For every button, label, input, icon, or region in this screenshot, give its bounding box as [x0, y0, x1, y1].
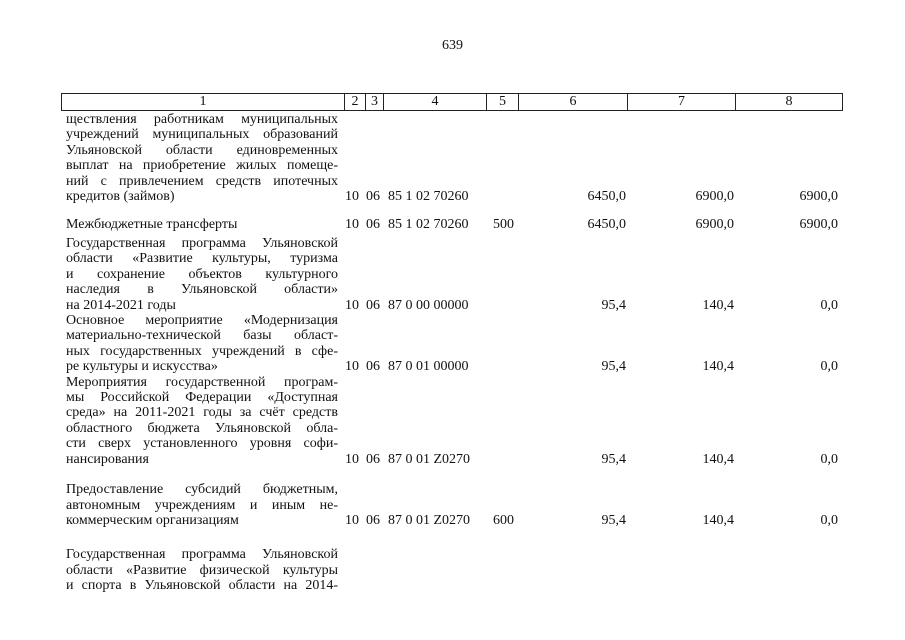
- description-line: Государственная программа Ульяновской: [66, 547, 338, 563]
- description-line: нансирования: [66, 451, 149, 467]
- description-line: Межбюджетные трансферты: [66, 216, 238, 232]
- description-line: ществления работникам муниципальных: [66, 112, 338, 127]
- row-description: [66, 313, 338, 375]
- cell-amount-2020: 140,4: [702, 451, 734, 467]
- header-col-4: 4: [384, 94, 487, 110]
- row-description: [66, 375, 338, 467]
- cell-expense-type: 600: [493, 513, 514, 529]
- description-line: коммерческим организациям: [66, 513, 239, 529]
- row-description: [66, 236, 338, 313]
- table-header: [61, 93, 843, 111]
- cell-amount-2020: 140,4: [702, 513, 734, 529]
- cell-amount-2021: 6900,0: [799, 216, 838, 232]
- cell-target-article: 85 1 02 70260: [388, 216, 469, 232]
- description-line: Предоставление субсидий бюджетным,: [66, 482, 338, 498]
- cell-amount-2020: 6900,0: [695, 216, 734, 232]
- description-line: материально-технической базы област-: [66, 328, 338, 344]
- cell-subsection: 06: [366, 189, 380, 204]
- cell-target-article: 87 0 01 Z0270: [388, 513, 471, 529]
- header-col-5: 5: [487, 94, 519, 110]
- description-line: наследия в Ульяновской области»: [66, 282, 338, 298]
- cell-amount-2021: 0,0: [820, 451, 838, 467]
- cell-target-article: 87 0 01 00000: [388, 359, 469, 375]
- description-line: автономным учреждениям и иным не-: [66, 497, 338, 513]
- description-line: области «Развитие физической культуры: [66, 562, 338, 578]
- cell-amount-2019: 6450,0: [587, 189, 626, 204]
- description-line: выплат на приобретение жилых помеще-: [66, 158, 338, 174]
- cell-expense-type: 500: [493, 216, 514, 232]
- row-description: [66, 482, 338, 528]
- cell-subsection: 06: [366, 216, 380, 232]
- cell-section: 10: [345, 297, 359, 313]
- cell-amount-2021: 6900,0: [799, 189, 838, 204]
- cell-amount-2020: 140,4: [702, 297, 734, 313]
- cell-subsection: 06: [366, 297, 380, 313]
- cell-amount-2020: 140,4: [702, 359, 734, 375]
- cell-amount-2021: 0,0: [820, 297, 838, 313]
- cell-target-article: 85 1 02 70260: [388, 189, 469, 204]
- row-description: [66, 217, 338, 232]
- cell-section: 10: [345, 451, 359, 467]
- description-line: ний с привлечением средств ипотечных: [66, 173, 338, 189]
- page-number: 639: [442, 38, 463, 53]
- description-line: и спорта в Ульяновской области на 2014-: [66, 578, 338, 593]
- description-line: и сохранение объектов культурного: [66, 266, 338, 282]
- description-line: кредитов (займов): [66, 189, 175, 205]
- cell-target-article: 87 0 01 Z0270: [388, 451, 471, 467]
- header-col-6: 6: [519, 94, 628, 110]
- cell-amount-2021: 0,0: [820, 359, 838, 375]
- cell-amount-2019: 95,4: [601, 451, 626, 467]
- row-description: [66, 112, 338, 204]
- description-line: Государственная программа Ульяновской: [66, 236, 338, 251]
- description-line: ре культуры и искусства»: [66, 359, 218, 375]
- description-line: ных государственных учреждений в сфе-: [66, 343, 338, 359]
- description-line: областного бюджета Ульяновской обла-: [66, 420, 338, 436]
- description-line: Основное мероприятие «Модернизация: [66, 313, 338, 328]
- cell-amount-2019: 95,4: [601, 359, 626, 375]
- cell-section: 10: [345, 513, 359, 529]
- description-line: учреждений муниципальных образований: [66, 127, 338, 143]
- cell-section: 10: [345, 216, 359, 232]
- description-line: на 2014-2021 годы: [66, 297, 176, 313]
- description-line: мы Российской Федерации «Доступная: [66, 390, 338, 405]
- header-col-8: 8: [785, 94, 793, 109]
- description-line: области «Развитие культуры, туризма: [66, 251, 338, 267]
- header-col-3: 3: [366, 94, 384, 110]
- row-description: [66, 547, 338, 593]
- cell-section: 10: [345, 359, 359, 375]
- header-col-1: 1: [62, 94, 345, 110]
- cell-target-article: 87 0 00 00000: [388, 297, 469, 313]
- header-col-7: 7: [628, 94, 736, 110]
- cell-section: 10: [345, 189, 359, 204]
- cell-amount-2021: 0,0: [820, 513, 838, 529]
- description-line: Мероприятия государственной програм-: [66, 374, 338, 390]
- header-col-2: 2: [345, 94, 366, 110]
- cell-amount-2020: 6900,0: [695, 189, 734, 204]
- cell-subsection: 06: [366, 513, 380, 529]
- cell-subsection: 06: [366, 451, 380, 467]
- cell-subsection: 06: [366, 359, 380, 375]
- description-line: сти сверх установленного уровня софи-: [66, 436, 338, 452]
- cell-amount-2019: 6450,0: [587, 216, 626, 232]
- cell-amount-2019: 95,4: [601, 513, 626, 529]
- cell-amount-2019: 95,4: [601, 297, 626, 313]
- description-line: среда» на 2011-2021 годы за счёт средств: [66, 405, 338, 421]
- description-line: Ульяновской области единовременных: [66, 142, 338, 158]
